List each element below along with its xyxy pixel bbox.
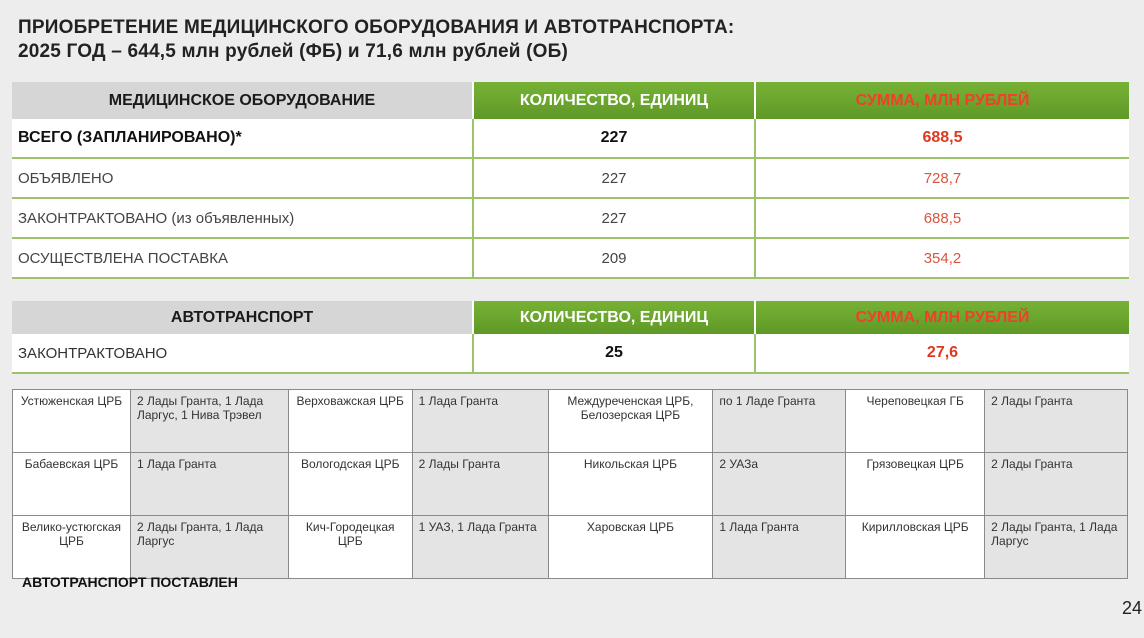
equipment-header-row [12,82,1129,119]
region-cars: 2 Лады Гранта, 1 Лада Ларгус [130,516,288,579]
region-cars: 1 УАЗ, 1 Лада Гранта [412,516,548,579]
regions-row [13,516,1128,579]
equipment-header-qty: КОЛИЧЕСТВО, ЕДИНИЦ [473,82,755,119]
region-name: Велико-устюгская ЦРБ [13,516,131,579]
region-name: Бабаевская ЦРБ [13,453,131,516]
region-cars: 2 Лады Гранта, 1 Лада Ларгус, 1 Нива Трэвел [130,390,288,453]
region-name: Харовская ЦРБ [548,516,713,579]
region-name: Вологодская ЦРБ [288,453,412,516]
transport-table [12,301,1129,374]
row-label: ОСУЩЕСТВЛЕНА ПОСТАВКА [12,238,473,278]
table-row [12,238,1129,278]
equipment-header-label: МЕДИЦИНСКОЕ ОБОРУДОВАНИЕ [12,82,473,119]
row-label: ВСЕГО (ЗАПЛАНИРОВАНО)* [12,119,473,158]
row-sum: 728,7 [755,158,1129,198]
regions-row [13,390,1128,453]
region-cars: 1 Лада Гранта [412,390,548,453]
region-cars: 2 Лады Гранта [985,390,1128,453]
row-sum: 688,5 [755,119,1129,158]
region-name: Устюженская ЦРБ [13,390,131,453]
row-label: ЗАКОНТРАКТОВАНО (из объявленных) [12,198,473,238]
title-line-1: ПРИОБРЕТЕНИЕ МЕДИЦИНСКОГО ОБОРУДОВАНИЯ И АВТОТРАНСПОРТА: [18,17,735,38]
region-name: Грязовецкая ЦРБ [846,453,985,516]
slide-title [18,16,734,64]
table-row [12,119,1129,158]
region-name: Череповецкая ГБ [846,390,985,453]
row-qty: 227 [473,119,755,158]
region-cars: 1 Лада Гранта [130,453,288,516]
table-row [12,334,1129,373]
row-sum: 688,5 [755,198,1129,238]
region-name: Междуреченская ЦРБ, Белозерская ЦРБ [548,390,713,453]
transport-header-qty: КОЛИЧЕСТВО, ЕДИНИЦ [473,301,755,334]
region-name: Кич-Городецкая ЦРБ [288,516,412,579]
regions-row [13,453,1128,516]
region-cars: 2 Лады Гранта, 1 Лада Ларгус [985,516,1128,579]
transport-header-sum: СУММА, МЛН РУБЛЕЙ [755,301,1129,334]
transport-header-label: АВТОТРАНСПОРТ [12,301,473,334]
region-cars: 1 Лада Гранта [713,516,846,579]
region-cars: 2 УАЗа [713,453,846,516]
equipment-header-sum: СУММА, МЛН РУБЛЕЙ [755,82,1129,119]
row-sum: 354,2 [755,238,1129,278]
row-label: ЗАКОНТРАКТОВАНО [12,334,473,373]
equipment-table [12,82,1129,279]
table-row [12,158,1129,198]
title-line-2: 2025 ГОД – 644,5 млн рублей (ФБ) и 71,6 млн рублей (ОБ) [18,41,569,62]
transport-header-row [12,301,1129,334]
region-cars: 2 Лады Гранта [412,453,548,516]
region-name: Верховажская ЦРБ [288,390,412,453]
region-cars: 2 Лады Гранта [985,453,1128,516]
region-name: Никольская ЦРБ [548,453,713,516]
region-name: Кирилловская ЦРБ [846,516,985,579]
regions-table [12,389,1128,579]
footer-note: АВТОТРАНСПОРТ ПОСТАВЛЕН [22,574,238,590]
row-qty: 209 [473,238,755,278]
region-cars: по 1 Ладе Гранта [713,390,846,453]
row-qty: 25 [473,334,755,373]
row-qty: 227 [473,158,755,198]
table-row [12,198,1129,238]
row-qty: 227 [473,198,755,238]
row-label: ОБЪЯВЛЕНО [12,158,473,198]
page-number: 24 [1121,598,1142,618]
row-sum: 27,6 [755,334,1129,373]
